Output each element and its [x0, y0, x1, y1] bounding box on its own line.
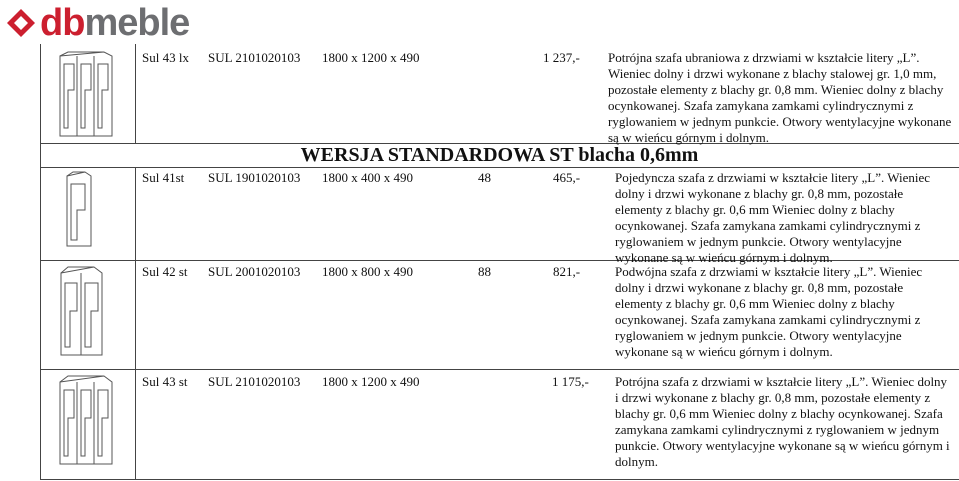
product-dimensions: 1800 x 400 x 490 [322, 170, 413, 185]
product-code: SUL 2001020103 [208, 264, 301, 279]
product-dimensions: 1800 x 1200 x 490 [322, 374, 420, 389]
product-description: Potrójna szafa z drzwiami w kształcie litery „L”. Wieniec dolny i drzwi wykonane z blachy gr. 0,8 mm, pozostałe elementy z blachy gr. 0,6 mm Wieniec dolny z blachy ocynkowanej. Szafa zamykana zamkami cylindrycznymi z ryglowaniem w jednym punkcie. Otwory wentylacyjne wykonane są w wieńcu górnym i dolnym. [615, 374, 950, 469]
product-price: 821,- [553, 264, 581, 279]
row-divider [40, 167, 959, 168]
column-divider [135, 167, 136, 479]
product-price: 465,- [553, 170, 581, 185]
product-name: Sul 43 st [142, 374, 188, 389]
product-price: 1 237,- [543, 50, 580, 65]
product-description: Podwójna szafa z drzwiami w kształcie litery „L”. Wieniec dolny i drzwi wykonane z blachy gr. 0,8 mm, pozostałe elementy z blachy gr. 0,6 mm Wieniec dolny z blachy ocynkowanej. Szafa zamykana zamkami cylindrycznymi z ryglowaniem w jednym punkcie. Otwory wentylacyjne wykonane są w wieńcu górnym i dolnym. [615, 264, 923, 359]
triple-locker-icon [54, 374, 116, 466]
product-dimensions: 1800 x 1200 x 490 [322, 50, 420, 65]
section-header: WERSJA STANDARDOWA ST blacha 0,6mm [300, 144, 699, 166]
column-divider [135, 44, 136, 143]
product-price: 1 175,- [552, 374, 589, 389]
single-locker-icon [63, 170, 95, 248]
double-locker-icon [56, 265, 106, 357]
product-qty: 48 [478, 170, 491, 185]
product-name: Sul 42 st [142, 264, 188, 279]
row-divider [40, 369, 959, 370]
brand-name: dbmeble [40, 2, 190, 44]
product-name: Sul 43 lx [142, 50, 189, 65]
product-code: SUL 2101020103 [208, 50, 301, 65]
triple-locker-icon [54, 50, 116, 138]
product-code: SUL 2101020103 [208, 374, 301, 389]
product-description: Potrójna szafa ubraniowa z drzwiami w kształcie litery „L”. Wieniec dolny i drzwi wykonane z blachy stalowej gr. 1,0 mm, pozostałe elementy z blachy gr. 0,8 mm. Wieniec dolny z blachy ocynkowanej. Szafa zamykana zamkami cylindrycznymi z ryglowaniem w jednym punkcie. Otwory wentylacyjne wykonane są w wieńcu górnym i dolnym. [608, 50, 952, 145]
logo-mark-icon [4, 6, 38, 40]
product-name: Sul 41st [142, 170, 185, 185]
product-dimensions: 1800 x 800 x 490 [322, 264, 413, 279]
product-qty: 88 [478, 264, 491, 279]
brand-logo [4, 2, 189, 44]
product-code: SUL 1901020103 [208, 170, 301, 185]
product-description: Pojedyncza szafa z drzwiami w kształcie litery „L”. Wieniec dolny i drzwi wykonane z blachy gr. 0,8 mm, pozostałe elementy z blachy gr. 0,6 mm Wieniec dolny z blachy ocynkowanej. Szafa zamykana zamkami cylindrycznymi z ryglowaniem w jednym punkcie. Otwory wentylacyjne wykonane są w wieńcu górnym i dolnym. [615, 170, 931, 265]
